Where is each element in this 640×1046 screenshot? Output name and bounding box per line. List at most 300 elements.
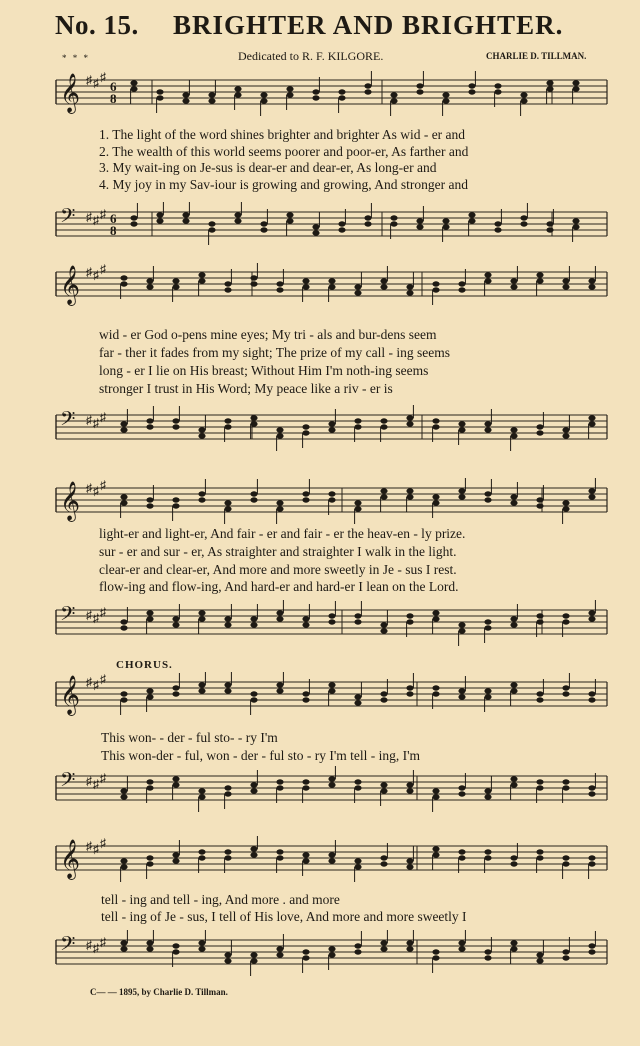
note-head	[536, 503, 543, 508]
note-head	[468, 218, 475, 223]
note-head	[380, 691, 387, 696]
note-head	[250, 697, 257, 702]
note-head	[458, 427, 465, 432]
note-head	[224, 616, 231, 621]
note-head	[250, 281, 257, 286]
note-head	[432, 949, 439, 954]
note-head	[172, 852, 179, 857]
note-head	[510, 427, 517, 432]
note-head	[328, 952, 335, 957]
lyric-s1-v2: 2. The wealth of this world seems poorer and poor-er, As farther and	[99, 144, 469, 159]
dedication: Dedicated to R. F. KILGORE.	[238, 49, 384, 63]
note-head	[588, 697, 595, 702]
note-head	[416, 218, 423, 223]
note-head	[302, 284, 309, 289]
lyric-s4-v1: This won- - der - ful sto- - ry I'm	[101, 730, 278, 745]
note-head	[572, 218, 579, 223]
sharp-icon: ♯	[100, 478, 106, 492]
note-head	[484, 688, 491, 693]
note-head	[250, 958, 257, 963]
note-head	[276, 849, 283, 854]
note-head	[276, 281, 283, 286]
note-head	[224, 791, 231, 796]
note-head	[208, 227, 215, 232]
note-head	[416, 89, 423, 94]
note-head	[380, 424, 387, 429]
note-head	[120, 858, 127, 863]
note-head	[406, 858, 413, 863]
note-head	[172, 943, 179, 948]
note-head	[120, 697, 127, 702]
note-head	[328, 421, 335, 426]
lyric-s4-v2: This won-der - ful, won - der - ful sto - ry I'm tell - ing, I'm	[101, 748, 421, 763]
note-head	[146, 610, 153, 615]
sharp-icon: ♯	[86, 839, 92, 853]
note-head	[224, 849, 231, 854]
note-head	[442, 98, 449, 103]
note-head	[250, 275, 257, 280]
note-head	[120, 494, 127, 499]
note-head	[562, 949, 569, 954]
note-head	[130, 80, 137, 85]
note-head	[302, 691, 309, 696]
note-head	[120, 794, 127, 799]
bass-staff-4	[52, 766, 612, 816]
note-head	[406, 494, 413, 499]
treble-clef-icon: 𝄞	[60, 677, 81, 714]
note-head	[276, 785, 283, 790]
note-head	[224, 682, 231, 687]
note-head	[328, 427, 335, 432]
note-head	[354, 694, 361, 699]
note-head	[182, 212, 189, 217]
bass-staff-1	[52, 202, 612, 252]
note-head	[510, 284, 517, 289]
note-head	[468, 212, 475, 217]
note-head	[286, 212, 293, 217]
note-head	[286, 218, 293, 223]
note-head	[536, 855, 543, 860]
note-head	[130, 215, 137, 220]
note-head	[406, 864, 413, 869]
note-head	[458, 494, 465, 499]
note-head	[510, 688, 517, 693]
sharp-icon: ♯	[100, 935, 106, 949]
note-head	[302, 497, 309, 502]
note-head	[156, 212, 163, 217]
treble-clef-icon: 𝄞	[60, 267, 81, 304]
note-head	[120, 619, 127, 624]
note-head	[380, 284, 387, 289]
note-head	[432, 788, 439, 793]
lyric-s2-v4: stronger I trust in His Word; My peace like a riv - er is	[99, 381, 393, 396]
note-head	[302, 949, 309, 954]
note-head	[224, 785, 231, 790]
note-head	[198, 682, 205, 687]
note-head	[198, 946, 205, 951]
note-head	[224, 500, 231, 505]
note-head	[120, 500, 127, 505]
note-head	[562, 427, 569, 432]
note-head	[354, 500, 361, 505]
sharp-icon: ♯	[100, 672, 106, 686]
note-head	[234, 212, 241, 217]
note-head	[198, 855, 205, 860]
note-head	[380, 861, 387, 866]
note-head	[510, 433, 517, 438]
note-head	[494, 221, 501, 226]
note-head	[172, 284, 179, 289]
sharp-icon: ♯	[100, 262, 106, 276]
note-head	[198, 491, 205, 496]
lyric-s2-v3: long - er I lie on His breast; Without Him I'm noth-ing seems	[99, 363, 429, 378]
note-head	[312, 89, 319, 94]
note-head	[156, 89, 163, 94]
treble-staff-5	[52, 836, 612, 886]
note-head	[380, 946, 387, 951]
note-head	[406, 619, 413, 624]
note-head	[484, 619, 491, 624]
note-head	[432, 794, 439, 799]
note-head	[224, 506, 231, 511]
note-head	[250, 846, 257, 851]
note-head	[562, 779, 569, 784]
treble-staff-2	[52, 262, 612, 312]
note-head	[432, 494, 439, 499]
sharp-icon: ♯	[93, 611, 99, 625]
note-head	[250, 421, 257, 426]
note-head	[390, 221, 397, 226]
note-head	[458, 694, 465, 699]
note-head	[562, 691, 569, 696]
note-head	[172, 685, 179, 690]
note-head	[406, 613, 413, 618]
note-head	[588, 421, 595, 426]
note-head	[328, 682, 335, 687]
note-head	[406, 691, 413, 696]
note-head	[380, 622, 387, 627]
treble-clef-icon: 𝄞	[60, 75, 81, 112]
note-head	[120, 281, 127, 286]
note-head	[198, 427, 205, 432]
composer: CHARLIE D. TILLMAN.	[486, 51, 587, 61]
note-head	[494, 227, 501, 232]
hymn-number: No. 15.	[55, 10, 139, 40]
note-head	[354, 613, 361, 618]
note-head	[354, 943, 361, 948]
note-head	[130, 86, 137, 91]
note-head	[120, 691, 127, 696]
note-head	[120, 625, 127, 630]
note-head	[172, 497, 179, 502]
note-head	[276, 682, 283, 687]
note-head	[588, 785, 595, 790]
note-head	[364, 221, 371, 226]
note-head	[390, 98, 397, 103]
note-head	[458, 688, 465, 693]
note-head	[224, 424, 231, 429]
note-head	[380, 278, 387, 283]
note-head	[484, 272, 491, 277]
note-head	[182, 218, 189, 223]
note-head	[198, 497, 205, 502]
bass-clef-icon: 𝄢	[60, 409, 76, 435]
note-head	[562, 785, 569, 790]
note-head	[250, 952, 257, 957]
note-head	[130, 221, 137, 226]
note-head	[328, 688, 335, 693]
note-head	[328, 278, 335, 283]
note-head	[224, 281, 231, 286]
bass-staff-3	[52, 600, 612, 650]
note-head	[484, 427, 491, 432]
note-head	[510, 616, 517, 621]
note-head	[432, 424, 439, 429]
sharp-icon: ♯	[100, 771, 106, 785]
note-head	[562, 861, 569, 866]
note-head	[536, 424, 543, 429]
note-head	[146, 855, 153, 860]
bass-staff-2	[52, 405, 612, 455]
note-head	[354, 506, 361, 511]
sharp-icon: ♯	[86, 608, 92, 622]
note-head	[562, 855, 569, 860]
note-head	[286, 86, 293, 91]
sharp-icon: ♯	[93, 484, 99, 498]
note-head	[484, 491, 491, 496]
sharp-icon: ♯	[93, 76, 99, 90]
bass-clef-icon: 𝄢	[60, 770, 76, 796]
note-head	[484, 794, 491, 799]
note-head	[172, 691, 179, 696]
sharp-icon: ♯	[86, 210, 92, 224]
sharp-icon: ♯	[93, 213, 99, 227]
note-head	[432, 852, 439, 857]
lyric-s3-v1: light-er and light-er, And fair - er and fair - er the heav-en - ly prize.	[99, 526, 466, 541]
note-head	[172, 776, 179, 781]
note-head	[588, 791, 595, 796]
note-head	[458, 791, 465, 796]
bass-staff-5	[52, 930, 612, 980]
note-head	[520, 215, 527, 220]
note-head	[312, 230, 319, 235]
note-head	[432, 846, 439, 851]
note-head	[120, 421, 127, 426]
note-head	[536, 613, 543, 618]
note-head	[276, 433, 283, 438]
bass-clef-icon: 𝄢	[60, 206, 76, 232]
lyric-s1-v3: 3. My wait-ing on Je-sus is dear-er and dear-er, As long-er and	[99, 160, 437, 175]
time-signature-icon: 8	[110, 223, 117, 238]
sharp-icon: ♯	[86, 413, 92, 427]
note-head	[510, 500, 517, 505]
note-head	[302, 491, 309, 496]
note-head	[328, 852, 335, 857]
note-head	[458, 281, 465, 286]
note-head	[302, 622, 309, 627]
note-head	[510, 776, 517, 781]
time-signature-icon: 6	[110, 79, 117, 94]
note-head	[484, 497, 491, 502]
note-head	[588, 415, 595, 420]
note-head	[588, 855, 595, 860]
sharp-icon: ♯	[100, 836, 106, 850]
note-head	[458, 421, 465, 426]
note-head	[406, 946, 413, 951]
lyric-s3-v4: flow-ing and flow-ing, And hard-er and hard-er I lean on the Lord.	[99, 579, 459, 594]
note-head	[494, 83, 501, 88]
hymn-title: BRIGHTER AND BRIGHTER.	[173, 10, 564, 40]
note-head	[156, 95, 163, 100]
note-head	[510, 940, 517, 945]
note-head	[302, 278, 309, 283]
note-head	[380, 418, 387, 423]
note-head	[208, 92, 215, 97]
note-head	[198, 433, 205, 438]
note-head	[250, 788, 257, 793]
note-head	[416, 83, 423, 88]
note-head	[302, 779, 309, 784]
note-head	[380, 488, 387, 493]
note-head	[588, 278, 595, 283]
hymn-header	[55, 10, 625, 44]
note-head	[588, 943, 595, 948]
note-head	[234, 86, 241, 91]
note-head	[458, 785, 465, 790]
note-head	[458, 849, 465, 854]
note-head	[562, 284, 569, 289]
note-head	[588, 861, 595, 866]
note-head	[588, 494, 595, 499]
note-head	[406, 940, 413, 945]
note-head	[146, 946, 153, 951]
note-head	[224, 622, 231, 627]
note-head	[520, 98, 527, 103]
note-head	[484, 849, 491, 854]
note-head	[510, 622, 517, 627]
note-head	[494, 89, 501, 94]
sharp-icon: ♯	[93, 268, 99, 282]
note-head	[458, 628, 465, 633]
note-head	[198, 794, 205, 799]
treble-clef-icon: 𝄞	[60, 483, 81, 520]
note-head	[302, 852, 309, 857]
note-head	[146, 418, 153, 423]
note-head	[198, 610, 205, 615]
lyric-s3-v3: clear-er and clear-er, And more and more sweetly in Je - sus I rest.	[99, 562, 457, 577]
note-head	[510, 946, 517, 951]
note-head	[354, 290, 361, 295]
note-head	[172, 418, 179, 423]
chorus-label: CHORUS.	[116, 659, 173, 671]
note-head	[172, 278, 179, 283]
note-head	[146, 779, 153, 784]
note-head	[520, 92, 527, 97]
note-head	[510, 682, 517, 687]
note-head	[442, 224, 449, 229]
note-head	[146, 497, 153, 502]
note-head	[338, 89, 345, 94]
note-head	[312, 224, 319, 229]
note-head	[302, 430, 309, 435]
note-head	[146, 424, 153, 429]
note-head	[536, 619, 543, 624]
sharp-icon: ♯	[100, 70, 106, 84]
note-head	[208, 221, 215, 226]
note-head	[562, 278, 569, 283]
note-head	[338, 227, 345, 232]
note-head	[562, 685, 569, 690]
note-head	[146, 861, 153, 866]
note-head	[250, 852, 257, 857]
sharp-icon: ♯	[86, 265, 92, 279]
note-head	[458, 940, 465, 945]
note-head	[328, 858, 335, 863]
note-head	[442, 92, 449, 97]
note-head	[224, 418, 231, 423]
note-head	[276, 500, 283, 505]
note-head	[588, 691, 595, 696]
lyric-s5-v2: tell - ing of Je - sus, I tell of His love, And more and more sweetly I	[101, 909, 467, 924]
note-head	[536, 785, 543, 790]
note-head	[146, 278, 153, 283]
lyric-s1-v1: 1. The light of the word shines brighter and brighter As wid - er and	[99, 127, 466, 142]
note-head	[120, 946, 127, 951]
note-head	[546, 86, 553, 91]
note-head	[380, 628, 387, 633]
note-head	[250, 691, 257, 696]
note-head	[458, 946, 465, 951]
note-head	[172, 616, 179, 621]
note-head	[198, 616, 205, 621]
note-head	[224, 855, 231, 860]
note-head	[510, 782, 517, 787]
note-head	[260, 221, 267, 226]
note-head	[484, 855, 491, 860]
note-head	[234, 218, 241, 223]
note-head	[146, 284, 153, 289]
note-head	[588, 284, 595, 289]
note-head	[250, 782, 257, 787]
note-head	[432, 685, 439, 690]
note-head	[120, 275, 127, 280]
note-head	[276, 946, 283, 951]
sharp-icon: ♯	[100, 410, 106, 424]
note-head	[406, 685, 413, 690]
sharp-icon: ♯	[100, 605, 106, 619]
note-head	[182, 98, 189, 103]
note-head	[260, 92, 267, 97]
note-head	[572, 86, 579, 91]
note-head	[354, 424, 361, 429]
note-head	[286, 92, 293, 97]
note-head	[380, 494, 387, 499]
note-head	[328, 776, 335, 781]
note-head	[380, 697, 387, 702]
note-head	[432, 287, 439, 292]
note-head	[224, 287, 231, 292]
copyright-notice: C— — 1895, by Charlie D. Tillman.	[90, 987, 228, 997]
note-head	[328, 491, 335, 496]
note-head	[146, 694, 153, 699]
note-head	[484, 788, 491, 793]
note-head	[432, 418, 439, 423]
note-head	[458, 488, 465, 493]
note-head	[338, 95, 345, 100]
note-head	[172, 503, 179, 508]
note-head	[562, 619, 569, 624]
note-head	[328, 619, 335, 624]
